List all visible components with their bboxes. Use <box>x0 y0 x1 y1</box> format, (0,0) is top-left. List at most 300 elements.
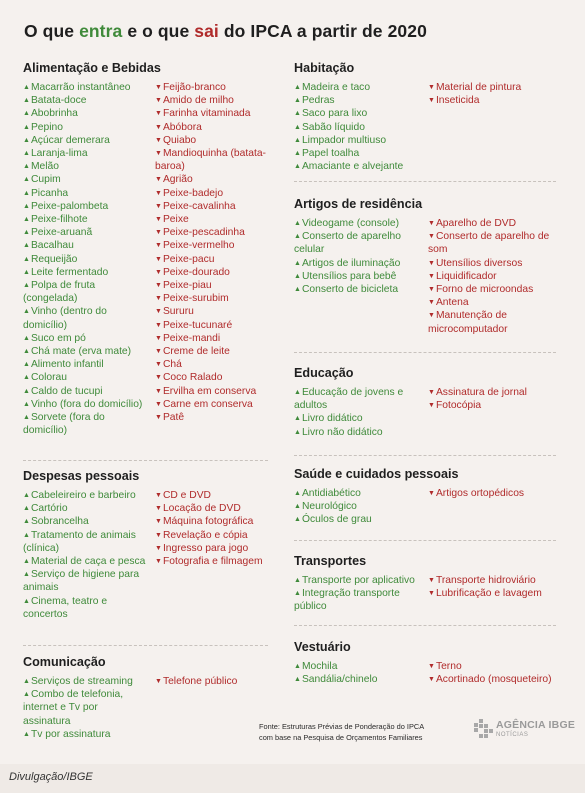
leaving-item <box>155 107 275 120</box>
item-label: Fotocópia <box>435 400 482 412</box>
leaving-item <box>155 121 275 134</box>
item-label: Assinatura de jornal <box>435 387 527 398</box>
triangle-down-icon: ▼ <box>428 389 435 396</box>
item-label: Chá mate (erva mate) <box>30 346 132 358</box>
section-comunicacao <box>23 655 238 740</box>
item-label: Suco em pó <box>30 332 86 344</box>
item-label: Batata-doce <box>30 95 87 107</box>
item-label: Conserto de aparelho celular <box>294 231 401 256</box>
item-label: Pedras <box>301 95 335 107</box>
item-label: Lubrificação e lavagem <box>435 588 542 600</box>
entering-item <box>23 332 151 345</box>
item-label: Antidiabético <box>301 488 361 499</box>
leaving-item <box>155 411 275 424</box>
entering-item <box>294 283 424 296</box>
section-saude <box>294 467 525 526</box>
item-label: Peixe-surubim <box>162 293 229 305</box>
item-label: Patê <box>162 412 185 424</box>
triangle-up-icon: ▲ <box>23 730 30 738</box>
triangle-down-icon: ▼ <box>155 123 162 131</box>
entering-item <box>23 253 151 266</box>
leaving-item <box>155 371 275 384</box>
leaving-item <box>155 226 275 239</box>
triangle-up-icon: ▲ <box>23 255 30 263</box>
leaving-item <box>155 253 275 266</box>
item-label: Cupim <box>30 174 61 186</box>
item-label: Peixe-mandi <box>162 332 221 344</box>
triangle-up-icon: ▲ <box>23 492 30 499</box>
divider <box>23 460 268 461</box>
entering-item <box>23 675 148 688</box>
triangle-down-icon: ▼ <box>428 233 435 241</box>
triangle-up-icon: ▲ <box>294 259 301 267</box>
item-label: Carne em conserva <box>162 398 253 410</box>
section-title: Artigos de residência <box>294 197 423 211</box>
item-label: Artigos de iluminação <box>301 257 401 269</box>
leaving-items-column <box>428 81 563 107</box>
entering-item <box>294 147 424 160</box>
item-label: Cabeleireiro e barbeiro <box>30 490 136 501</box>
triangle-down-icon: ▼ <box>428 490 435 497</box>
item-label: Peixe <box>162 214 189 226</box>
triangle-down-icon: ▼ <box>428 220 435 227</box>
entering-item <box>23 411 151 437</box>
entering-items-column <box>23 489 148 621</box>
entering-items-column <box>294 81 424 173</box>
triangle-down-icon: ▼ <box>155 678 162 685</box>
triangle-down-icon: ▼ <box>155 334 162 342</box>
item-label: CD e DVD <box>162 490 211 501</box>
item-label: Agrião <box>162 174 193 186</box>
item-label: Cinema, teatro e concertos <box>23 595 108 620</box>
triangle-up-icon: ▲ <box>294 220 301 227</box>
section-alimentacao <box>23 61 266 437</box>
entering-item <box>23 595 148 621</box>
section-title: Educação <box>294 366 354 380</box>
item-label: Amido de milho <box>162 95 234 107</box>
item-label: Abóbora <box>162 121 202 133</box>
triangle-up-icon: ▲ <box>23 505 30 513</box>
triangle-down-icon: ▼ <box>155 387 162 395</box>
entering-item <box>23 81 151 94</box>
agencia-ibge-logo <box>474 719 576 743</box>
triangle-down-icon: ▼ <box>155 110 162 118</box>
item-label: Combo de telefonia, internet e Tv por assinatura <box>23 689 124 727</box>
section-title: Despesas pessoais <box>23 469 140 483</box>
triangle-up-icon: ▲ <box>23 216 30 224</box>
leaving-item <box>155 187 275 200</box>
ibge-logo-icon <box>474 719 494 741</box>
item-label: Chá <box>162 359 182 371</box>
triangle-up-icon: ▲ <box>294 272 301 280</box>
triangle-up-icon: ▲ <box>294 110 301 118</box>
leaving-item <box>428 487 563 500</box>
item-label: Caldo de tucupi <box>30 385 103 397</box>
triangle-down-icon: ▼ <box>155 268 162 276</box>
triangle-down-icon: ▼ <box>155 176 162 184</box>
triangle-up-icon: ▲ <box>294 490 301 497</box>
item-label: Transporte hidroviário <box>435 575 536 586</box>
item-label: Manutenção de microcomputador <box>428 310 508 335</box>
entering-item <box>23 226 151 239</box>
item-label: Ervilha em conserva <box>162 385 257 397</box>
leaving-item <box>155 529 275 542</box>
item-label: Limpador multiuso <box>301 134 387 146</box>
item-label: Conserto de bicicleta <box>301 284 399 296</box>
leaving-item <box>155 266 275 279</box>
leaving-item <box>155 239 275 252</box>
triangle-down-icon: ▼ <box>155 202 162 210</box>
triangle-down-icon: ▼ <box>155 255 162 263</box>
triangle-up-icon: ▲ <box>294 676 301 684</box>
item-label: Acortinado (mosqueteiro) <box>435 674 552 686</box>
leaving-item <box>428 574 563 587</box>
triangle-down-icon: ▼ <box>155 282 162 290</box>
title-text-2: e o que <box>122 21 195 41</box>
triangle-down-icon: ▼ <box>155 136 162 144</box>
triangle-down-icon: ▼ <box>428 577 435 584</box>
section-artigos-residencia <box>294 197 550 335</box>
item-label: Peixe-aruanã <box>30 227 93 239</box>
entering-item <box>294 94 424 107</box>
entering-item <box>23 371 151 384</box>
triangle-up-icon: ▲ <box>294 150 301 158</box>
item-label: Sorvete (fora do domicílio) <box>23 412 105 437</box>
section-title: Alimentação e Bebidas <box>23 61 161 75</box>
entering-item <box>23 568 148 594</box>
entering-item <box>23 555 148 568</box>
item-label: Serviços de streaming <box>30 676 133 687</box>
leaving-item <box>155 542 275 555</box>
entering-item <box>294 487 424 500</box>
entering-item <box>294 513 424 526</box>
entering-item <box>294 81 424 94</box>
item-label: Material de pintura <box>435 82 522 93</box>
leaving-item <box>428 81 563 94</box>
leaving-items-column <box>428 574 563 600</box>
triangle-up-icon: ▲ <box>23 308 30 316</box>
triangle-down-icon: ▼ <box>155 531 162 539</box>
source-line-2: com base na Pesquisa de Orçamentos Familiares <box>259 733 423 742</box>
entering-item <box>23 385 151 398</box>
item-label: Fotografia e filmagem <box>162 556 263 568</box>
triangle-up-icon: ▲ <box>294 136 301 144</box>
triangle-down-icon: ▼ <box>428 590 435 598</box>
item-label: Vinho (dentro do domicílio) <box>23 306 107 331</box>
triangle-down-icon: ▼ <box>155 150 162 158</box>
entering-item <box>294 587 424 613</box>
triangle-up-icon: ▲ <box>294 97 301 105</box>
leaving-item <box>155 200 275 213</box>
triangle-down-icon: ▼ <box>155 295 162 303</box>
entering-item <box>23 134 151 147</box>
item-label: Peixe-badejo <box>162 187 224 199</box>
triangle-up-icon: ▲ <box>23 334 30 342</box>
triangle-down-icon: ▼ <box>155 414 162 422</box>
entering-item <box>294 673 424 686</box>
item-label: Sururu <box>162 306 194 318</box>
leaving-items-column <box>428 487 563 500</box>
entering-item <box>23 160 151 173</box>
entering-item <box>23 107 151 120</box>
entering-item <box>294 107 424 120</box>
entering-item <box>294 121 424 134</box>
triangle-down-icon: ▼ <box>155 558 162 566</box>
entering-item <box>23 94 151 107</box>
item-label: Sabão líquido <box>301 121 365 133</box>
item-label: Inseticida <box>435 95 480 107</box>
item-label: Creme de leite <box>162 346 230 358</box>
triangle-down-icon: ▼ <box>428 312 435 320</box>
item-label: Requeijão <box>30 253 78 265</box>
entering-item <box>23 213 151 226</box>
item-label: Madeira e taco <box>301 82 371 93</box>
entering-item <box>294 270 424 283</box>
triangle-down-icon: ▼ <box>155 400 162 408</box>
entering-items-column <box>294 487 424 527</box>
item-label: Amaciante e alvejante <box>301 161 404 173</box>
section-educacao <box>294 366 527 438</box>
triangle-down-icon: ▼ <box>155 97 162 105</box>
entering-item <box>23 358 151 371</box>
item-label: Peixe-dourado <box>162 266 230 278</box>
entering-item <box>294 160 424 173</box>
triangle-up-icon: ▲ <box>23 348 30 356</box>
entering-items-column <box>294 574 424 614</box>
entering-item <box>294 412 424 425</box>
title-text-3: do IPCA a partir de 2020 <box>218 21 427 41</box>
triangle-up-icon: ▲ <box>294 163 301 171</box>
entering-item <box>294 257 424 270</box>
triangle-up-icon: ▲ <box>23 242 30 250</box>
entering-items-column <box>23 675 148 741</box>
entering-item <box>294 574 424 587</box>
divider <box>294 455 556 456</box>
item-label: Peixe-vermelho <box>162 240 235 252</box>
triangle-down-icon: ▼ <box>155 216 162 224</box>
item-label: Tratamento de animais (clínica) <box>23 529 136 554</box>
triangle-up-icon: ▲ <box>294 577 301 584</box>
leaving-item <box>155 147 275 173</box>
triangle-down-icon: ▼ <box>155 229 162 237</box>
item-label: Revelação e cópia <box>162 529 248 541</box>
section-title: Saúde e cuidados pessoais <box>294 467 459 481</box>
entering-item <box>23 266 151 279</box>
title-text-1: O que <box>24 21 80 41</box>
section-title: Habitação <box>294 61 355 75</box>
section-title: Vestuário <box>294 640 351 654</box>
leaving-items-column <box>428 660 563 686</box>
divider <box>294 540 556 541</box>
item-label: Vinho (fora do domicílio) <box>30 398 143 410</box>
item-label: Utensílios diversos <box>435 257 523 269</box>
leaving-item <box>428 230 563 256</box>
item-label: Locação de DVD <box>162 503 241 515</box>
triangle-up-icon: ▲ <box>23 136 30 144</box>
triangle-down-icon: ▼ <box>155 374 162 382</box>
entering-item <box>294 134 424 147</box>
triangle-up-icon: ▲ <box>294 516 301 524</box>
triangle-up-icon: ▲ <box>294 84 301 91</box>
item-label: Leite fermentado <box>30 266 109 278</box>
item-label: Coco Ralado <box>162 372 223 384</box>
section-title: Comunicação <box>23 655 106 669</box>
triangle-down-icon: ▼ <box>428 84 435 91</box>
triangle-up-icon: ▲ <box>23 163 30 171</box>
item-label: Peixe-cavalinha <box>162 200 236 212</box>
triangle-down-icon: ▼ <box>428 286 435 294</box>
item-label: Bacalhau <box>30 240 74 252</box>
entering-items-column <box>23 81 151 437</box>
triangle-up-icon: ▲ <box>23 110 30 118</box>
leaving-items-column <box>155 489 275 568</box>
divider <box>294 625 556 626</box>
leaving-items-column <box>428 217 563 336</box>
item-label: Açúcar demerara <box>30 134 110 146</box>
item-label: Forno de microondas <box>435 284 534 296</box>
triangle-down-icon: ▼ <box>155 321 162 329</box>
item-label: Pepino <box>30 121 63 133</box>
triangle-up-icon: ▲ <box>23 531 30 539</box>
item-label: Aparelho de DVD <box>435 218 517 229</box>
entering-item <box>23 502 148 515</box>
triangle-down-icon: ▼ <box>428 272 435 280</box>
entering-item <box>23 688 148 728</box>
item-label: Sobrancelha <box>30 516 89 528</box>
item-label: Laranja-lima <box>30 148 88 160</box>
item-label: Livro didático <box>301 413 363 425</box>
item-label: Papel toalha <box>301 148 360 160</box>
triangle-down-icon: ▼ <box>155 242 162 250</box>
triangle-up-icon: ▲ <box>23 202 30 210</box>
item-label: Ingresso para jogo <box>162 542 249 554</box>
item-label: Colorau <box>30 372 67 384</box>
leaving-item <box>155 358 275 371</box>
triangle-up-icon: ▲ <box>294 415 301 423</box>
item-label: Peixe-pescadinha <box>162 227 245 239</box>
source-note <box>259 721 449 743</box>
entering-item <box>23 398 151 411</box>
item-label: Macarrão instantâneo <box>30 82 131 93</box>
item-label: Videogame (console) <box>301 218 400 229</box>
triangle-up-icon: ▲ <box>294 233 301 241</box>
triangle-up-icon: ▲ <box>23 176 30 184</box>
leaving-item <box>155 489 275 502</box>
entering-item <box>294 426 424 439</box>
item-label: Artigos ortopédicos <box>435 488 525 499</box>
entering-item <box>23 121 151 134</box>
entering-item <box>294 660 424 673</box>
item-label: Tv por assinatura <box>30 728 111 740</box>
triangle-up-icon: ▲ <box>23 597 30 605</box>
leaving-item <box>155 305 275 318</box>
entering-item <box>23 515 148 528</box>
triangle-up-icon: ▲ <box>294 663 301 670</box>
item-label: Educação de jovens e adultos <box>294 387 404 412</box>
triangle-up-icon: ▲ <box>23 374 30 382</box>
triangle-up-icon: ▲ <box>23 84 30 91</box>
item-label: Peixe-tucunaré <box>162 319 233 331</box>
item-label: Neurológico <box>301 501 357 513</box>
item-label: Mochila <box>301 661 338 672</box>
leaving-item <box>428 386 563 399</box>
triangle-down-icon: ▼ <box>428 402 435 410</box>
section-habitacao <box>294 61 522 173</box>
entering-item <box>294 217 424 230</box>
leaving-item <box>155 134 275 147</box>
logo-text: AGÊNCIA IBGE <box>496 719 576 731</box>
entering-item <box>23 187 151 200</box>
triangle-up-icon: ▲ <box>294 590 301 598</box>
triangle-down-icon: ▼ <box>428 259 435 267</box>
leaving-item <box>428 587 563 600</box>
triangle-up-icon: ▲ <box>294 428 301 436</box>
source-line-1: Fonte: Estruturas Prévias de Ponderação do IPCA <box>259 722 425 731</box>
triangle-down-icon: ▼ <box>155 505 162 513</box>
triangle-up-icon: ▲ <box>23 189 30 197</box>
leaving-item <box>428 399 563 412</box>
entering-item <box>23 239 151 252</box>
section-transportes <box>294 554 542 613</box>
item-label: Quiabo <box>162 134 197 146</box>
triangle-down-icon: ▼ <box>155 518 162 526</box>
leaving-item <box>155 515 275 528</box>
triangle-up-icon: ▲ <box>23 518 30 526</box>
triangle-up-icon: ▲ <box>23 387 30 395</box>
entering-item <box>23 173 151 186</box>
leaving-item <box>428 217 563 230</box>
leaving-item <box>428 94 563 107</box>
leaving-item <box>155 81 275 94</box>
item-label: Saco para lixo <box>301 108 368 120</box>
item-label: Máquina fotográfica <box>162 516 254 528</box>
triangle-down-icon: ▼ <box>155 361 162 369</box>
item-label: Sandália/chinelo <box>301 674 378 686</box>
triangle-up-icon: ▲ <box>23 691 30 699</box>
entering-items-column <box>294 386 424 439</box>
leaving-item <box>428 660 563 673</box>
leaving-item <box>155 345 275 358</box>
item-label: Feijão-branco <box>162 82 226 93</box>
leaving-item <box>155 332 275 345</box>
entering-item <box>23 529 148 555</box>
triangle-up-icon: ▲ <box>23 400 30 408</box>
image-credit: Divulgação/IBGE <box>9 771 93 783</box>
triangle-down-icon: ▼ <box>155 308 162 316</box>
leaving-items-column <box>428 386 563 412</box>
triangle-up-icon: ▲ <box>294 503 301 511</box>
triangle-down-icon: ▼ <box>155 189 162 197</box>
section-vestuario <box>294 640 552 686</box>
leaving-item <box>155 502 275 515</box>
item-label: Integração transporte público <box>294 588 400 613</box>
leaving-item <box>155 292 275 305</box>
divider <box>294 181 556 182</box>
logo-subtext: NOTÍCIAS <box>496 732 529 738</box>
triangle-up-icon: ▲ <box>294 389 301 396</box>
triangle-up-icon: ▲ <box>23 571 30 579</box>
leaving-item <box>155 675 275 688</box>
entering-items-column <box>294 217 424 296</box>
entering-item <box>294 386 424 412</box>
triangle-up-icon: ▲ <box>23 97 30 105</box>
leaving-item <box>428 309 563 335</box>
leaving-item <box>155 319 275 332</box>
item-label: Óculos de grau <box>301 514 372 526</box>
leaving-item <box>428 296 563 309</box>
entering-items-column <box>294 660 424 686</box>
triangle-up-icon: ▲ <box>23 123 30 131</box>
